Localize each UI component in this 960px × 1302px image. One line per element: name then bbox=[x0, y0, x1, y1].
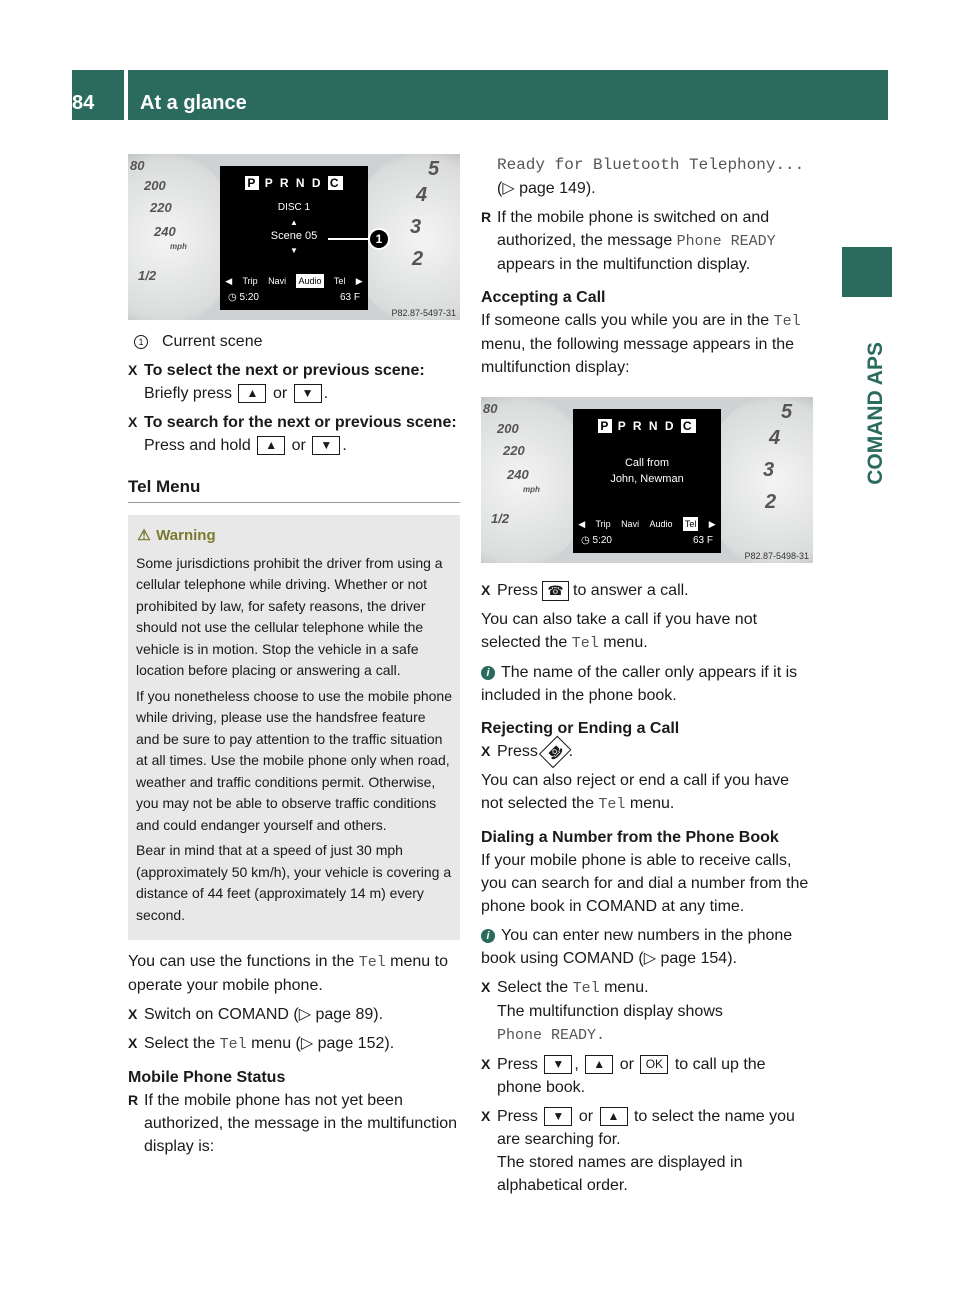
text: Press bbox=[497, 582, 538, 599]
down-key-icon: ▼ bbox=[312, 436, 340, 455]
callout-line bbox=[328, 238, 370, 240]
bullet-item bbox=[481, 206, 813, 276]
warning-paragraph: Bear in mind that at a speed of just 30 mph (approximately 50 km/h), your vehicle is covering a distance of 44 feet (approximately 14 m) every second. bbox=[136, 842, 452, 923]
step-text: Press and hold bbox=[144, 437, 251, 454]
menu-left-arrow-icon: ◀ bbox=[225, 276, 233, 286]
text: Select the bbox=[497, 979, 569, 996]
gauge-label: 220 bbox=[503, 443, 525, 458]
menu-right-arrow-icon: ▶ bbox=[708, 519, 716, 529]
instruction-step bbox=[481, 740, 813, 763]
up-key-icon: ▲ bbox=[238, 384, 266, 403]
gauge-label: 200 bbox=[144, 178, 166, 193]
gear-indicator bbox=[220, 176, 368, 190]
text: Press bbox=[497, 1056, 538, 1073]
gauge-label: mph bbox=[170, 242, 187, 251]
gauge-label: 80 bbox=[130, 158, 145, 173]
menu-right-arrow-icon: ▶ bbox=[355, 276, 363, 286]
image-code: P82.87-5498-31 bbox=[744, 551, 809, 561]
instruction-step bbox=[128, 1032, 460, 1056]
right-column bbox=[481, 154, 813, 1197]
text: to answer a call. bbox=[573, 582, 689, 599]
info-note bbox=[481, 661, 813, 707]
instruction-step: X To search for the next or previous scene: Press and hold ▲ or ▼ . bbox=[128, 411, 460, 457]
up-key-icon: ▲ bbox=[257, 436, 285, 455]
text: The stored names are displayed in alphabetical order. bbox=[497, 1154, 743, 1194]
subheading-rejecting-call: Rejecting or Ending a Call bbox=[481, 720, 680, 737]
caption-text: Current scene bbox=[162, 333, 263, 350]
gauge-label: 220 bbox=[150, 200, 172, 215]
body-paragraph bbox=[481, 769, 813, 816]
text: Press bbox=[497, 743, 538, 760]
instruction-step: X Press ▼ , ▲ or OK to call up the phone book. bbox=[481, 1053, 813, 1099]
menu-item-audio: Audio bbox=[649, 519, 673, 529]
page-title: At a glance bbox=[140, 92, 247, 114]
outside-temperature: 63 F bbox=[692, 535, 713, 546]
caption-number-icon: 1 bbox=[134, 335, 148, 349]
text: . bbox=[568, 743, 574, 760]
gear-text: P R N D bbox=[617, 419, 676, 433]
body-paragraph bbox=[481, 309, 813, 379]
text: You can also reject or end a call if you have not selected the bbox=[481, 772, 790, 812]
display-line-caller: John, Newman bbox=[610, 473, 684, 485]
text: appears in the multifunction display. bbox=[497, 256, 751, 273]
display-message: Phone READY. bbox=[497, 1027, 606, 1044]
display-menu bbox=[220, 274, 368, 288]
down-key-icon: ▼ bbox=[294, 384, 322, 403]
down-key-icon: ▼ bbox=[544, 1107, 572, 1126]
gauge-label: 2 bbox=[765, 491, 777, 513]
side-tab-marker bbox=[842, 247, 892, 297]
down-arrow-icon: ▼ bbox=[290, 246, 298, 255]
phone-accept-icon: ☎ bbox=[542, 581, 568, 601]
clock-icon: ◷ bbox=[581, 535, 593, 546]
ok-key-icon: OK bbox=[640, 1055, 668, 1074]
gear-park: P bbox=[600, 419, 611, 433]
instruction-step bbox=[481, 1105, 813, 1197]
page-number: 84 bbox=[72, 92, 95, 114]
menu-item-navi: Navi bbox=[268, 276, 287, 286]
menu-item-navi: Navi bbox=[621, 519, 640, 529]
text: menu to operate your mobile phone. bbox=[128, 953, 448, 994]
gauge-label: 4 bbox=[416, 184, 428, 206]
gear-park: P bbox=[247, 176, 258, 190]
text: If the mobile phone is switched on and authorized, the message bbox=[497, 209, 770, 249]
gauge-label: 3 bbox=[763, 459, 775, 481]
step-text: or bbox=[291, 437, 306, 454]
menu-item-tel: Tel bbox=[684, 519, 697, 529]
display-message: Ready for Bluetooth Telephony... bbox=[497, 156, 805, 174]
side-label-text: COMAND APS bbox=[864, 342, 887, 485]
subheading-dialing-phonebook: Dialing a Number from the Phone Book bbox=[481, 829, 779, 846]
text: menu. bbox=[604, 979, 649, 996]
instruction-step bbox=[481, 976, 813, 1047]
down-key-icon: ▼ bbox=[544, 1055, 572, 1074]
display-footer bbox=[581, 535, 713, 546]
warning-title-text: Warning bbox=[156, 527, 216, 544]
gauge-label: 1/2 bbox=[138, 268, 157, 283]
menu-name: Tel bbox=[598, 796, 626, 813]
callout-marker: 1 bbox=[368, 228, 390, 250]
gauge-label: 5 bbox=[781, 401, 793, 423]
menu-name: Tel bbox=[572, 980, 600, 997]
text: If someone calls you while you are in the bbox=[481, 312, 770, 329]
clock-time: 5:20 bbox=[239, 292, 259, 303]
gauge-label: mph bbox=[523, 485, 540, 494]
subheading-phone-status: Mobile Phone Status bbox=[128, 1069, 286, 1086]
gear-comfort: C bbox=[329, 176, 341, 190]
warning-icon: ⚠ bbox=[137, 527, 151, 544]
image-code: P82.87-5497-31 bbox=[391, 308, 456, 318]
side-label bbox=[842, 330, 892, 750]
gauge-label: 3 bbox=[410, 216, 422, 238]
clock-time: 5:20 bbox=[592, 535, 612, 546]
text: menu, the following message appears in the multifunction display: bbox=[481, 336, 795, 376]
menu-name: Tel bbox=[773, 313, 801, 330]
text: You can use the functions in the bbox=[128, 953, 355, 970]
body-paragraph bbox=[481, 608, 813, 655]
gear-indicator bbox=[573, 419, 721, 433]
info-icon: i bbox=[481, 666, 495, 680]
menu-left-arrow-icon: ◀ bbox=[578, 519, 586, 529]
display-line-call-from: Call from bbox=[624, 457, 669, 469]
warning-paragraph: Some jurisdictions prohibit the driver from using a cellular telephone while driving. Whether or not prohibited by law, for safety reasons, the driver should not use the cellular telephone while the vehicle is in motion. Stop the vehicle in a safe location before placing or answering a call. bbox=[136, 554, 443, 678]
info-icon: i bbox=[481, 929, 495, 943]
gauge-label: 80 bbox=[483, 401, 498, 416]
clock-icon: ◷ bbox=[228, 292, 240, 303]
text: The multifunction display shows bbox=[497, 1003, 723, 1020]
gauge-label: 4 bbox=[769, 427, 781, 449]
text: menu (▷ page 152). bbox=[251, 1035, 395, 1052]
multifunction-display bbox=[573, 409, 721, 553]
display-footer bbox=[228, 292, 360, 303]
header-separator bbox=[124, 70, 128, 120]
instruction-step: X Switch on COMAND (▷ page 89). bbox=[128, 1003, 460, 1026]
text: or bbox=[619, 1056, 634, 1073]
menu-name: Tel bbox=[219, 1036, 247, 1053]
info-text: You can enter new numbers in the phone book using COMAND (▷ page 154). bbox=[481, 927, 793, 967]
warning-box bbox=[128, 515, 460, 940]
left-column bbox=[128, 154, 460, 1158]
figure-caption bbox=[128, 330, 460, 353]
gauge-label: 1/2 bbox=[491, 511, 510, 526]
display-message: Phone READY bbox=[676, 233, 776, 250]
instruction-step bbox=[481, 579, 813, 602]
page-reference: (▷ page 149). bbox=[497, 180, 596, 197]
warning-title bbox=[136, 525, 452, 547]
display-line-scene: Scene 05 bbox=[270, 230, 318, 242]
menu-name: Tel bbox=[571, 635, 599, 652]
text: menu. bbox=[603, 634, 648, 651]
text: to select the name you are searching for. bbox=[497, 1108, 795, 1148]
up-key-icon: ▲ bbox=[600, 1107, 628, 1126]
subheading-accepting-call: Accepting a Call bbox=[481, 289, 606, 306]
cluster-image-audio bbox=[128, 154, 460, 320]
info-text: The name of the caller only appears if it is included in the phone book. bbox=[481, 664, 798, 704]
up-arrow-icon: ▲ bbox=[290, 218, 298, 227]
up-key-icon: ▲ bbox=[585, 1055, 613, 1074]
gear-comfort: C bbox=[682, 419, 694, 433]
body-paragraph bbox=[128, 950, 460, 997]
display-menu bbox=[573, 517, 721, 531]
warning-paragraph: If you nonetheless choose to use the mobile phone while driving, please use the handsfree feature and be sure to pay attention to the traffic situation at all times. Use the mobile phone only when road, weather and traffic conditions permit. Otherwise, you may not be able to observe traffic conditions and could endanger yourself and others. bbox=[136, 687, 452, 833]
text: You can also take a call if you have not selected the bbox=[481, 611, 758, 651]
text: Press bbox=[497, 1108, 538, 1125]
cluster-image-call bbox=[481, 397, 813, 563]
step-title: To search for the next or previous scene: bbox=[144, 414, 457, 431]
menu-item-audio: Audio bbox=[298, 276, 322, 286]
bullet-item: R If the mobile phone has not yet been authorized, the message in the multifunction display is: bbox=[128, 1089, 460, 1158]
menu-item-trip: Trip bbox=[595, 519, 611, 529]
menu-item-tel: Tel bbox=[333, 276, 346, 286]
outside-temperature: 63 F bbox=[339, 292, 360, 303]
info-note bbox=[481, 924, 813, 970]
section-heading-tel-menu: Tel Menu bbox=[128, 477, 460, 503]
text: or bbox=[578, 1108, 594, 1125]
phone-hangup-icon: ☎ bbox=[539, 735, 572, 768]
step-text: Briefly press bbox=[144, 385, 233, 402]
text: Select the bbox=[144, 1035, 216, 1052]
gauge-label: 200 bbox=[497, 421, 519, 436]
menu-item-trip: Trip bbox=[242, 276, 258, 286]
text: to call up the phone book. bbox=[497, 1056, 766, 1096]
gauge-label: 240 bbox=[507, 467, 529, 482]
clock bbox=[581, 535, 612, 546]
body-paragraph: If your mobile phone is able to receive calls, you can search for and dial a number from the phone book in COMAND at any time. bbox=[481, 852, 809, 915]
gauge-label: 240 bbox=[154, 224, 176, 239]
step-title: To select the next or previous scene: bbox=[144, 362, 425, 379]
menu-name: Tel bbox=[358, 954, 386, 971]
display-line-disc: DISC 1 bbox=[277, 202, 311, 213]
gauge-label: 5 bbox=[428, 158, 440, 180]
text: menu. bbox=[629, 795, 675, 812]
clock bbox=[228, 292, 259, 303]
instruction-step: X To select the next or previous scene: Briefly press ▲ or ▼ . bbox=[128, 359, 460, 405]
gauge-label: 2 bbox=[412, 248, 424, 270]
step-text: or bbox=[272, 385, 288, 402]
gear-text: P R N D bbox=[264, 176, 323, 190]
